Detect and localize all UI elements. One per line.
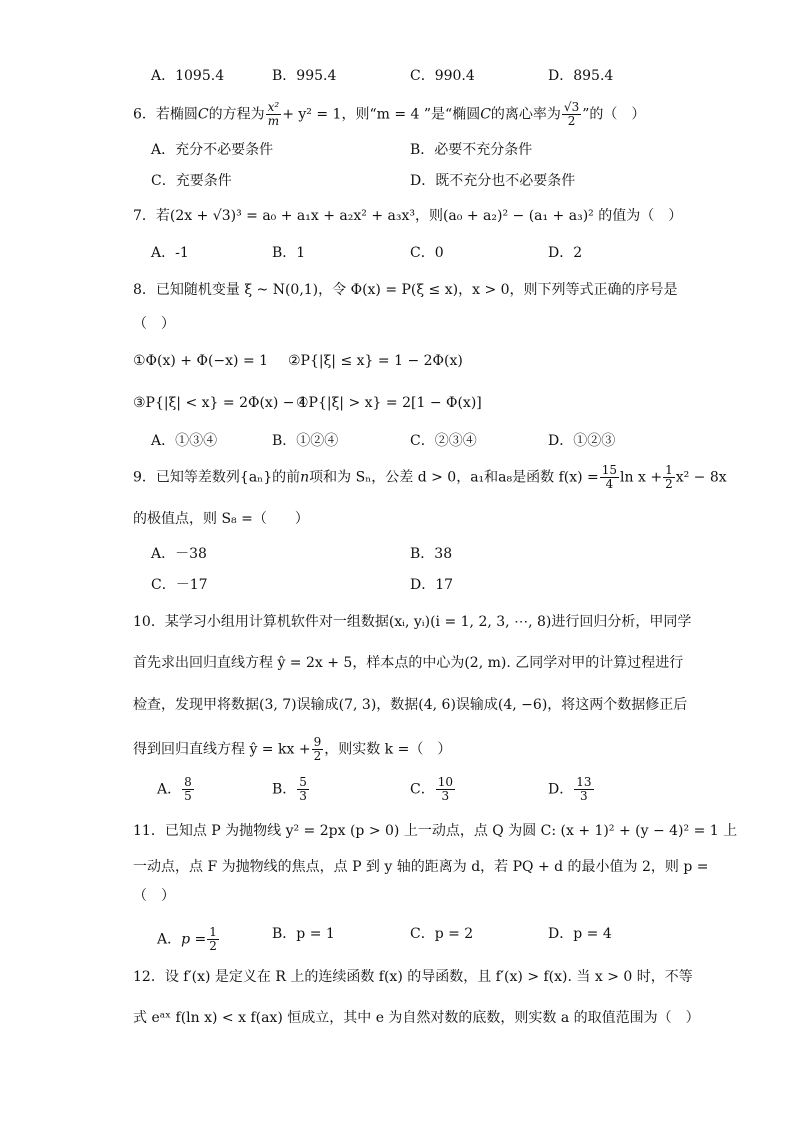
q10-option-b bbox=[272, 776, 310, 803]
q6-fraction bbox=[266, 101, 282, 128]
q11-line-1: 11．已知点 P 为抛物线 y² = 2px (p > 0) 上一动点，点 Q 为圆 C: (x + 1)² + (y − 4)² = 1 上 bbox=[133, 823, 738, 839]
q8-option-a: A．①③④ bbox=[151, 433, 218, 449]
q10-option-den: 5 bbox=[184, 789, 192, 803]
q6-option-a: A．充分不必要条件 bbox=[151, 142, 274, 158]
q6-stem-part: 的方程为 bbox=[208, 106, 265, 123]
q6-option-c: C．充要条件 bbox=[151, 173, 232, 189]
q9-f2-num: 1 bbox=[665, 463, 673, 477]
q11-paren: （ ） bbox=[133, 888, 175, 904]
q8-item-2: ②P{|ξ| ≤ x} = 1 − 2Φ(x) bbox=[288, 353, 463, 369]
q8-item-3: ③P{|ξ| < x} = 2Φ(x) − 1 bbox=[133, 395, 308, 411]
q9-option-d: D．17 bbox=[410, 577, 454, 593]
q6-stem-part: 的离心率为 bbox=[490, 106, 561, 123]
q6-stem-part: C bbox=[480, 106, 491, 123]
q10-option-num: 5 bbox=[299, 775, 307, 789]
q6-frac2-den: 2 bbox=[567, 114, 576, 128]
q9-fraction-1 bbox=[600, 464, 619, 491]
q7-stem: 7．若(2x + √3)³ = a₀ + a₁x + a₂x² + a₃x³，则(a₀ + a₂)² − (a₁ + a₃)² 的值为（ ） bbox=[133, 208, 683, 224]
q10-line-2: 首先求出回归直线方程 ŷ = 2x + 5，样本点的中心为(2, m). 乙同学对甲的计算过程进行 bbox=[133, 655, 684, 671]
q8-item-1: ①Φ(x) + Φ(−x) = 1 bbox=[133, 353, 269, 369]
q6-frac-den: m bbox=[267, 114, 280, 128]
q6-option-d: D．既不充分也不必要条件 bbox=[410, 173, 576, 189]
q6-stem bbox=[133, 101, 645, 128]
q10-option-den: 3 bbox=[299, 789, 307, 803]
q10-option-den: 3 bbox=[580, 789, 588, 803]
q10-option-d bbox=[548, 776, 595, 803]
q9-stem-line2: 的极值点，则 S₈ =（ ） bbox=[133, 511, 309, 527]
q10-option-c bbox=[410, 776, 456, 803]
q8-option-b: B．①②④ bbox=[272, 433, 339, 449]
q5-option-b: B．995.4 bbox=[272, 68, 337, 84]
q9-stem-part: n bbox=[300, 469, 310, 486]
q10-option-num: 8 bbox=[184, 775, 192, 789]
q7-option-b: B．1 bbox=[272, 245, 306, 261]
q9-stem-part: 项和为 Sₙ，公差 d > 0，a₁和a₈是函数 f(x) = bbox=[309, 469, 599, 486]
q9-option-b: B．38 bbox=[410, 546, 453, 562]
q6-stem-part: C bbox=[197, 106, 209, 123]
q10-option-fraction bbox=[574, 776, 593, 803]
q9-f2-den: 2 bbox=[665, 477, 673, 491]
q10-option-a bbox=[157, 776, 195, 803]
q7-option-d: D．2 bbox=[548, 245, 583, 261]
q8-option-c: C．②③④ bbox=[410, 433, 477, 449]
q10-fraction bbox=[312, 736, 324, 763]
q6-fraction-2 bbox=[562, 101, 581, 128]
q11-option-den: 2 bbox=[209, 939, 217, 953]
q12-line-1: 12．设 f′(x) 是定义在 R 上的连续函数 f(x) 的导函数，且 f′(x) > f(x). 当 x > 0 时，不等 bbox=[133, 969, 693, 985]
q5-option-a: A．1095.4 bbox=[151, 68, 225, 84]
q8-paren: （ ） bbox=[133, 316, 175, 332]
q9-fraction-2 bbox=[663, 464, 675, 491]
q9-f1-den: 4 bbox=[605, 477, 614, 491]
q9-stem-part: 9．已知等差数列{aₙ}的前 bbox=[133, 469, 301, 486]
q11-option-b: B．p = 1 bbox=[272, 926, 335, 942]
q9-stem bbox=[133, 464, 727, 491]
q10-option-label: A． bbox=[157, 781, 182, 798]
q8-stem: 8．已知随机变量 ξ ~ N(0,1)，令 Φ(x) = P(ξ ≤ x)，x > 0，则下列等式正确的序号是 bbox=[133, 282, 678, 298]
q9-f1-num: 15 bbox=[601, 463, 618, 477]
q10-option-fraction bbox=[436, 776, 455, 803]
q10-frac-den: 2 bbox=[313, 749, 322, 763]
q8-item-4: ④P{|ξ| > x} = 2[1 − Φ(x)] bbox=[296, 395, 482, 411]
q5-option-d: D．895.4 bbox=[548, 68, 614, 84]
q10-line-3: 检查，发现甲将数据(3, 7)误输成(7, 3)，数据(4, 6)误输成(4, −6)，将这两个数据修正后 bbox=[133, 697, 688, 713]
q9-stem-part: x² − 8x bbox=[675, 469, 727, 486]
q6-option-b: B．必要不充分条件 bbox=[410, 142, 533, 158]
q9-stem-part: ln x + bbox=[620, 469, 663, 486]
q11-option-num: 1 bbox=[209, 925, 217, 939]
q6-stem-part: 6．若椭圆 bbox=[133, 106, 198, 123]
q12-line-2: 式 eᵃˣ f(ln x) < x f(ax) 恒成立，其中 e 为自然对数的底数，则实数 a 的取值范围为（ ） bbox=[133, 1010, 700, 1026]
q8-option-d: D．①②③ bbox=[548, 433, 616, 449]
q10-option-num: 10 bbox=[437, 775, 453, 789]
q10-line4-part: 得到回归直线方程 ŷ = kx + bbox=[133, 741, 311, 758]
q10-line-4 bbox=[133, 736, 451, 763]
q10-option-label: C． bbox=[410, 781, 435, 798]
q11-line-2: 一动点，点 F 为抛物线的焦点，点 P 到 y 轴的距离为 d，若 PQ + d 的最小值为 2，则 p = bbox=[133, 859, 709, 875]
q11-option-label: A． bbox=[157, 931, 182, 948]
q11-option-expr: p = bbox=[181, 931, 207, 948]
q10-option-den: 3 bbox=[441, 789, 450, 803]
q9-option-c: C．－17 bbox=[151, 577, 208, 593]
q10-option-fraction bbox=[182, 776, 194, 803]
q11-option-c: C．p = 2 bbox=[410, 926, 474, 942]
q10-option-label: D． bbox=[548, 781, 574, 798]
q11-option-a bbox=[157, 926, 220, 953]
q6-frac-num: x² bbox=[267, 100, 280, 114]
q6-stem-part: ”的（ ） bbox=[582, 106, 646, 123]
q10-option-num: 13 bbox=[576, 775, 592, 789]
q6-frac2-num: √3 bbox=[563, 100, 580, 114]
q10-line-1: 10．某学习小组用计算机软件对一组数据(xᵢ, yᵢ)(i = 1, 2, 3, ⋯, 8)进行回归分析，甲同学 bbox=[133, 614, 692, 630]
q5-option-c: C．990.4 bbox=[410, 68, 475, 84]
q10-line4-part: ，则实数 k =（ ） bbox=[324, 741, 452, 758]
q7-option-c: C．0 bbox=[410, 245, 444, 261]
q11-option-fraction bbox=[207, 926, 219, 953]
q10-frac-num: 9 bbox=[313, 735, 322, 749]
q10-option-label: B． bbox=[272, 781, 297, 798]
q7-option-a: A．-1 bbox=[151, 245, 189, 261]
q10-option-fraction bbox=[297, 776, 309, 803]
q11-option-d: D．p = 4 bbox=[548, 926, 612, 942]
q9-option-a: A．－38 bbox=[151, 546, 207, 562]
q6-stem-part: + y² = 1，则“m = 4 ”是“椭圆 bbox=[282, 106, 481, 123]
